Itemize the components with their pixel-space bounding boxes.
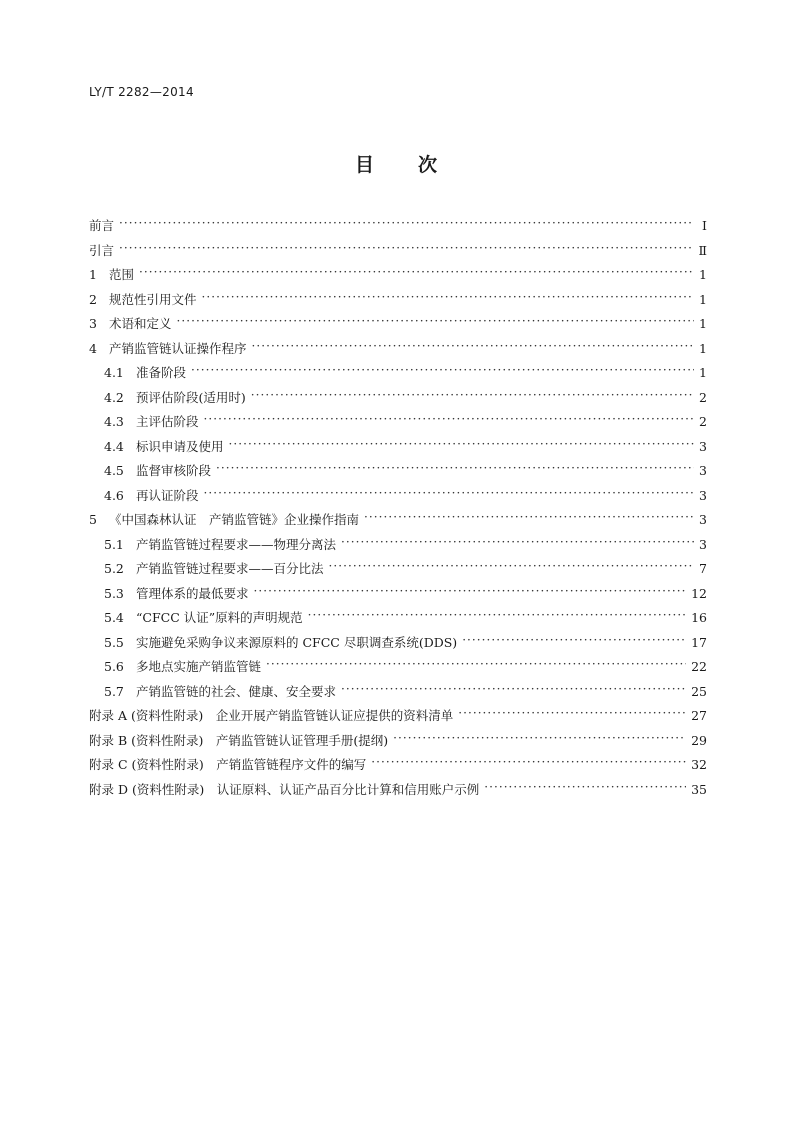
toc-entry-label: 附录 D (资料性附录) 认证原料、认证产品百分比计算和信用账户示例 — [89, 781, 480, 797]
toc-entry-number: 4 — [89, 340, 97, 356]
toc-entry-label: 准备阶段 — [136, 365, 187, 380]
toc-entry-label: 产销监管链过程要求——百分比法 — [136, 561, 324, 576]
toc-entry-label: 再认证阶段 — [136, 487, 199, 503]
toc-entry-label: 主评估阶段 — [136, 414, 199, 429]
toc-entry[interactable] — [89, 461, 707, 486]
toc-entry-label: 范围 — [109, 267, 135, 282]
toc-entry-number: 5.4 — [104, 610, 124, 625]
toc-page-number: 35 — [691, 781, 707, 797]
toc-dot-leader — [204, 414, 694, 426]
toc-entry[interactable] — [89, 535, 707, 560]
toc-entry[interactable] — [89, 780, 707, 805]
toc-entry-number: 2 — [89, 291, 97, 307]
toc-entry-label: 附录 C (资料性附录) 产销监管链程序文件的编写 — [89, 757, 367, 772]
toc-entry-number: 4.5 — [104, 463, 124, 478]
toc-page-number: 32 — [691, 757, 707, 772]
toc-entry[interactable] — [89, 363, 707, 388]
toc-entry-label: 《中国森林认证 产销监管链》企业操作指南 — [109, 512, 360, 527]
toc-entry-number: 5.1 — [104, 536, 124, 552]
standard-code: LY/T 2282—2014 — [89, 85, 194, 99]
toc-entry-label: 规范性引用文件 — [109, 291, 197, 307]
toc-dot-leader — [308, 610, 686, 622]
toc-dot-leader — [139, 267, 694, 279]
toc-page-number: 1 — [699, 365, 707, 380]
toc-page-number: Ⅰ — [702, 218, 707, 233]
toc-entry-label: 产销监管链过程要求——物理分离法 — [136, 536, 337, 552]
toc-entry-number: 1 — [89, 267, 97, 282]
toc-dot-leader — [458, 708, 686, 720]
toc-entry[interactable] — [89, 559, 707, 584]
toc-entry-label: 管理体系的最低要求 — [136, 585, 249, 601]
toc-page-number: 1 — [699, 267, 707, 282]
toc-dot-leader — [119, 218, 694, 230]
toc-entry[interactable] — [89, 608, 707, 633]
toc-page-number: 22 — [691, 659, 707, 674]
toc-dot-leader — [462, 635, 686, 647]
toc-entry[interactable] — [89, 486, 707, 511]
toc-entry-label: 附录 A (资料性附录) 企业开展产销监管链认证应提供的资料清单 — [89, 708, 454, 723]
toc-entry[interactable] — [89, 388, 707, 413]
toc-entry[interactable] — [89, 706, 707, 731]
toc-entry-label: 附录 B (资料性附录) 产销监管链认证管理手册(提纲) — [89, 732, 389, 748]
toc-entry-label: 产销监管链认证操作程序 — [109, 340, 247, 356]
toc-page-number: 1 — [699, 316, 707, 331]
toc-entry-number: 4.1 — [104, 365, 124, 380]
toc-dot-leader — [341, 684, 686, 696]
toc-entry[interactable] — [89, 216, 707, 241]
toc-page-number: Ⅱ — [698, 242, 707, 258]
toc-dot-leader — [216, 463, 694, 475]
toc-entry-number: 5.7 — [104, 683, 124, 699]
toc-dot-leader — [254, 586, 687, 598]
toc-entry-label: “CFCC 认证”原料的声明规范 — [136, 610, 303, 625]
table-of-contents — [89, 216, 707, 804]
toc-entry-number: 4.2 — [104, 389, 124, 405]
toc-dot-leader — [484, 782, 686, 794]
toc-page-number: 12 — [691, 585, 707, 601]
toc-page-number: 7 — [699, 561, 707, 576]
toc-entry-label: 实施避免采购争议来源原料的 CFCC 尽职调查系统(DDS) — [136, 634, 458, 650]
toc-entry-number: 5.3 — [104, 585, 124, 601]
toc-dot-leader — [202, 292, 694, 304]
toc-entry[interactable] — [89, 682, 707, 707]
toc-entry-number: 4.3 — [104, 414, 124, 429]
toc-dot-leader — [229, 439, 694, 451]
toc-entry[interactable] — [89, 633, 707, 658]
toc-page-number: 2 — [699, 414, 707, 429]
toc-entry-label: 产销监管链的社会、健康、安全要求 — [136, 683, 337, 699]
toc-dot-leader — [364, 512, 694, 524]
toc-dot-leader — [119, 243, 693, 255]
toc-entry[interactable] — [89, 657, 707, 682]
toc-dot-leader — [204, 488, 694, 500]
toc-entry-number: 5.2 — [104, 561, 124, 576]
toc-entry[interactable] — [89, 437, 707, 462]
toc-entry-number: 4.4 — [104, 438, 124, 454]
toc-dot-leader — [252, 341, 694, 353]
toc-page-number: 3 — [699, 487, 707, 503]
toc-page-number: 3 — [699, 463, 707, 478]
toc-page-number: 25 — [691, 683, 707, 699]
toc-dot-leader — [393, 733, 686, 745]
toc-page-number: 1 — [699, 340, 707, 356]
toc-dot-leader — [251, 390, 694, 402]
toc-entry[interactable] — [89, 339, 707, 364]
toc-entry[interactable] — [89, 755, 707, 780]
page-title: 目 次 — [354, 154, 439, 176]
toc-page-number: 2 — [699, 389, 707, 405]
toc-dot-leader — [177, 316, 694, 328]
toc-entry[interactable] — [89, 731, 707, 756]
toc-dot-leader — [371, 757, 686, 769]
toc-dot-leader — [191, 365, 694, 377]
toc-entry[interactable] — [89, 265, 707, 290]
toc-page-number: 17 — [691, 634, 707, 650]
toc-entry-number: 5.5 — [104, 634, 124, 650]
toc-dot-leader — [329, 561, 694, 573]
toc-entry[interactable] — [89, 584, 707, 609]
toc-page-number: 29 — [691, 732, 707, 748]
toc-entry-label: 前言 — [89, 218, 115, 233]
toc-page-number: 16 — [691, 610, 707, 625]
toc-entry-number: 4.6 — [104, 487, 124, 503]
toc-entry-label: 多地点实施产销监管链 — [136, 659, 262, 674]
toc-dot-leader — [341, 537, 694, 549]
toc-page-number: 3 — [699, 536, 707, 552]
toc-dot-leader — [266, 659, 686, 671]
toc-page-number: 3 — [699, 438, 707, 454]
toc-page-number: 27 — [691, 708, 707, 723]
toc-entry[interactable] — [89, 314, 707, 339]
toc-page-number: 1 — [699, 291, 707, 307]
toc-page-number: 3 — [699, 512, 707, 527]
toc-entry[interactable] — [89, 510, 707, 535]
toc-entry-label: 标识申请及使用 — [136, 438, 224, 454]
toc-entry-label: 术语和定义 — [109, 316, 172, 331]
toc-entry-label: 监督审核阶段 — [136, 463, 212, 478]
toc-entry-number: 3 — [89, 316, 97, 331]
toc-entry-number: 5 — [89, 512, 97, 527]
toc-entry-label: 预评估阶段(适用时) — [136, 389, 246, 405]
toc-entry[interactable] — [89, 241, 707, 266]
toc-entry-label: 引言 — [89, 242, 115, 258]
toc-entry-number: 5.6 — [104, 659, 124, 674]
toc-entry[interactable] — [89, 412, 707, 437]
toc-entry[interactable] — [89, 290, 707, 315]
